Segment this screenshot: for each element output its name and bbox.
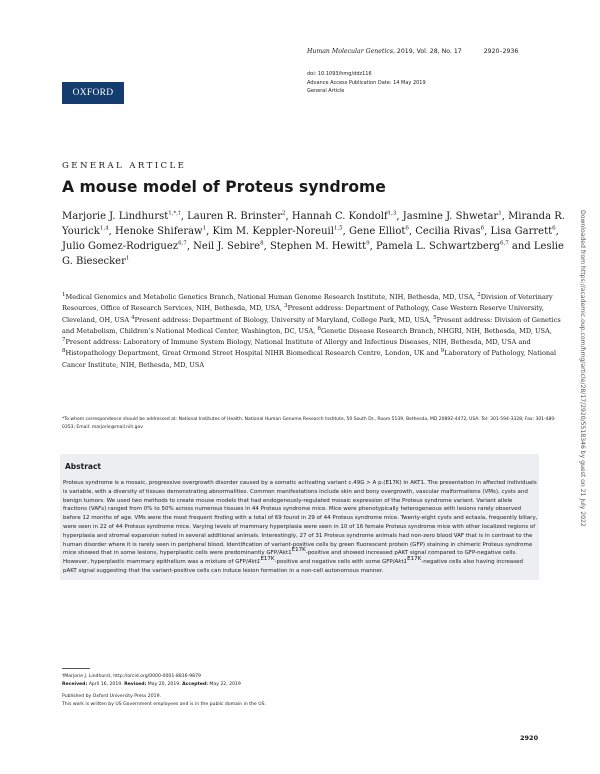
affiliation-list bbox=[62, 292, 567, 371]
author-name[interactable]: Kim M. Keppler-Noreuil bbox=[212, 226, 334, 237]
affiliation-text: Present address: Department of Biology, University of Maryland, College Park, MD, USA, bbox=[134, 315, 434, 324]
journal-name[interactable]: Human Molecular Genetics bbox=[307, 48, 393, 55]
abstract-part: -positive and negative cells with some GFP/ bbox=[274, 559, 395, 566]
author-separator: , bbox=[555, 226, 559, 237]
author-name[interactable]: Pamela L. Schwartzberg bbox=[376, 241, 500, 252]
affiliation-text: Present address: Laboratory of Immune System Biology, National Institute of Allergy and Infectious Diseases, NIH, Bethesda, MD, USA and bbox=[65, 338, 531, 347]
abstract-part: Proteus syndrome is a mosaic, progressive overgrowth disorder caused by a somatic activating variant c.49G > A p.(E17K) in AKT1. The presentation in affected individuals is variable, with a diversity of tissues demonstrating abnormalities. Common manifestations include skin and bony overgrowth, vascular malformations (VMs), cysts and benign tumors. We used two methods to create mouse models that had endogenously-regulated mosaic expression of the Proteus syndrome variant. Variant allele fractions (VAFs) ranged from 0% to 50% across numerous tissues in 44 Proteus syndrome mice. Mice were phenotypically heterogeneous with lesions rarely observed before 12 months of age. VMs were the most frequent finding with a total of 69 found in 29 of 44 Proteus syndrome mice. Twenty-eight cysts and ectasia, frequently biliary, were seen in 22 of 44 Proteus syndrome mice. Varying levels of mammary hyperplasia were seen in 10 of 16 female Proteus syndrome mice with other localized regions of hyperplasia and stromal expansion noted in several additional animals. Interestingly, 27 of 31 Proteus syndrome animals had non-zero blood VAF that is in contrast to the human disorder where it is rarely seen in peripheral blood. Identification of variant-positive cells by green fluorescent protein (GFP) staining in chimeric Proteus syndrome mice showed that in some lesions, hyperplastic cells were predominantly GFP/Akt1 bbox=[63, 480, 538, 557]
author-affiliation-marker: 6,7 bbox=[499, 240, 509, 247]
author-separator: , bbox=[484, 226, 491, 237]
affiliation-number: 5 bbox=[433, 314, 437, 321]
author-name[interactable]: Lisa Garrett bbox=[490, 226, 553, 237]
author-name[interactable]: Cecilia Rivas bbox=[415, 226, 481, 237]
superscript: E17K bbox=[291, 547, 306, 554]
author-separator: , bbox=[206, 226, 213, 237]
author-affiliation-marker: 6,7 bbox=[178, 240, 187, 247]
accepted-label: Accepted: bbox=[182, 682, 208, 688]
author-name[interactable]: Gene Elliot bbox=[349, 226, 406, 237]
history-dates bbox=[62, 681, 522, 689]
accepted-date: May 22, 2019 bbox=[207, 682, 241, 688]
received-date: April 16, 2019. bbox=[87, 682, 125, 688]
author-separator: , bbox=[501, 211, 509, 222]
article-type: General Article bbox=[307, 88, 345, 95]
author-affiliation-marker: 8 bbox=[260, 240, 264, 247]
gene-name: Akt1 bbox=[394, 559, 408, 566]
author-affiliation-marker: 9 bbox=[366, 240, 370, 247]
affiliation-number: 1 bbox=[62, 291, 66, 298]
author-name[interactable]: Marjorie J. Lindhurst bbox=[62, 211, 169, 222]
author-name[interactable]: Lauren R. Brinster bbox=[187, 211, 282, 222]
author-separator: , bbox=[342, 226, 350, 237]
oxford-logo[interactable] bbox=[62, 82, 124, 104]
author-list bbox=[62, 209, 567, 269]
download-note: Downloaded from https://academic.oup.com/hmg/article/28/17/2920/5518346 by guest on 21 July 2022 bbox=[579, 210, 586, 527]
author-affiliation-marker: 1,*,† bbox=[168, 210, 181, 217]
author-separator: and bbox=[508, 241, 534, 252]
author-affiliation-marker: 1,4 bbox=[99, 225, 109, 232]
orcid-note[interactable]: †Marjorie J. Lindhurst, http://orcid.org/0000-0001-8816-9879 bbox=[62, 674, 201, 679]
logo-text: OXFORD bbox=[72, 88, 114, 98]
gene-name: Akt1 bbox=[247, 559, 261, 566]
affiliation-number: 8 bbox=[62, 348, 66, 355]
affiliation-number: 7 bbox=[62, 337, 66, 344]
author-name[interactable]: Henoke Shiferaw bbox=[114, 226, 203, 237]
affiliation-text: Medical Genomics and Metabolic Genetics Branch, National Human Genome Research Institute, NIH, Bethesda, MD, USA, bbox=[65, 293, 478, 301]
abstract-part: -positive and showed increased pAKT signal compared to GFP-negative cells. However, hyperplastic mammary epithelium was a mixture of GFP/ bbox=[63, 550, 518, 566]
superscript: E17K bbox=[407, 556, 422, 563]
advance-access-date: Advance Access Publication Date: 14 May 2019 bbox=[307, 79, 426, 86]
author-affiliation-marker: 6 bbox=[552, 225, 556, 232]
affiliation-text: Present address: Department of Pathology, Case Western Reserve University, Cleveland, OH, USA bbox=[62, 304, 544, 324]
section-label: GENERAL ARTICLE bbox=[62, 161, 187, 171]
revised-label: Revised: bbox=[124, 682, 147, 688]
footnotes bbox=[62, 673, 522, 709]
affiliation-number: 2 bbox=[477, 291, 481, 298]
journal-citation bbox=[307, 48, 518, 55]
author-affiliation-marker: 1 bbox=[498, 210, 502, 217]
affiliation-text: Laboratory of Pathology, National Cancer Institute, NIH, Bethesda, MD, USA bbox=[62, 349, 557, 369]
author-separator: , bbox=[396, 211, 403, 222]
affiliation-text: Division of Veterinary Resources, Office of Research Services, NIH, Bethesda, MD, USA, bbox=[62, 293, 553, 313]
page-number: 2920 bbox=[520, 734, 539, 742]
author-separator: , bbox=[180, 211, 188, 222]
revised-date: May 20, 2019. bbox=[146, 682, 183, 688]
author-name[interactable]: Stephen M. Hewitt bbox=[269, 241, 367, 252]
correspondence-note: *To whom correspondence should be addressed at: National Institutes of Health, National Human Genome Research Institute, 50 South Dr., Room 5139, Bethesda, MD 20892-4472, USA. Tel: 301-594-3328; Fax: 301-480-0353; Email: marjorie@mail.nih.gov bbox=[62, 417, 556, 430]
license-note: This work is written by US Government employees and is in the public domain in the US. bbox=[62, 701, 266, 707]
author-separator: , bbox=[369, 241, 376, 252]
footnote-divider bbox=[62, 668, 90, 669]
doi-link[interactable]: doi: 10.1093/hmg/ddz116 bbox=[307, 71, 372, 77]
author-affiliation-marker: 1 bbox=[202, 225, 207, 232]
author-name[interactable]: Hannah C. Kondolf bbox=[291, 211, 388, 222]
affiliation-number: 4 bbox=[131, 314, 135, 321]
publisher-note: Published by Oxford University Press 2019. bbox=[62, 693, 161, 699]
received-label: Received: bbox=[62, 682, 88, 688]
affiliation-number: 3 bbox=[284, 303, 288, 310]
author-affiliation-marker: 6 bbox=[480, 225, 485, 232]
abstract-heading: Abstract bbox=[65, 462, 102, 471]
article-meta bbox=[307, 70, 426, 96]
affiliation-text: Histopathology Department, Great Ormond Street Hospital NIHR Biomedical Research Centre, London, UK and bbox=[65, 349, 441, 358]
author-separator: , bbox=[263, 241, 270, 252]
author-separator: , bbox=[285, 211, 292, 222]
author-separator: , bbox=[186, 241, 194, 252]
affiliation-number: 9 bbox=[440, 348, 445, 355]
journal-volume: , 2019, Vol. 28, No. 17 bbox=[393, 48, 462, 55]
abstract-text bbox=[63, 479, 538, 576]
author-separator: , bbox=[408, 226, 416, 237]
download-watermark bbox=[577, 210, 591, 566]
article-title: A mouse model of Proteus syndrome bbox=[62, 178, 386, 196]
author-name[interactable]: Neil J. Sebire bbox=[193, 241, 261, 252]
author-name[interactable]: Julio Gomez-Rodriguez bbox=[62, 241, 179, 252]
author-name[interactable]: Leslie G. Biesecker bbox=[62, 241, 564, 267]
author-separator: , bbox=[108, 226, 115, 237]
affiliation-number: 6 bbox=[317, 325, 321, 332]
author-affiliation-marker: 2 bbox=[282, 210, 286, 217]
author-affiliation-marker: 1,5 bbox=[333, 225, 343, 232]
page-range: 2920–2936 bbox=[483, 48, 519, 55]
author-affiliation-marker: 6 bbox=[405, 225, 409, 232]
affiliation-text: Present address: Division of Genetics and Metabolism, Children’s National Medical Center, Washington, DC, USA, bbox=[62, 315, 561, 335]
author-affiliation-marker: 1 bbox=[125, 255, 130, 262]
author-name[interactable]: Jasmine J. Shwetar bbox=[402, 211, 499, 222]
affiliation-text: Genetic Disease Research Branch, NHGRI, NIH, Bethesda, MD, USA, bbox=[320, 326, 552, 335]
author-affiliation-marker: 1,3 bbox=[387, 210, 397, 217]
abstract-part: -negative cells also having increased pAKT signal suggesting that the variant-positive cells can induce lesion formation in a non-cell autonomous manner. bbox=[63, 559, 524, 574]
superscript: E17K bbox=[260, 556, 275, 563]
author-name[interactable]: Miranda R. Yourick bbox=[62, 211, 565, 237]
